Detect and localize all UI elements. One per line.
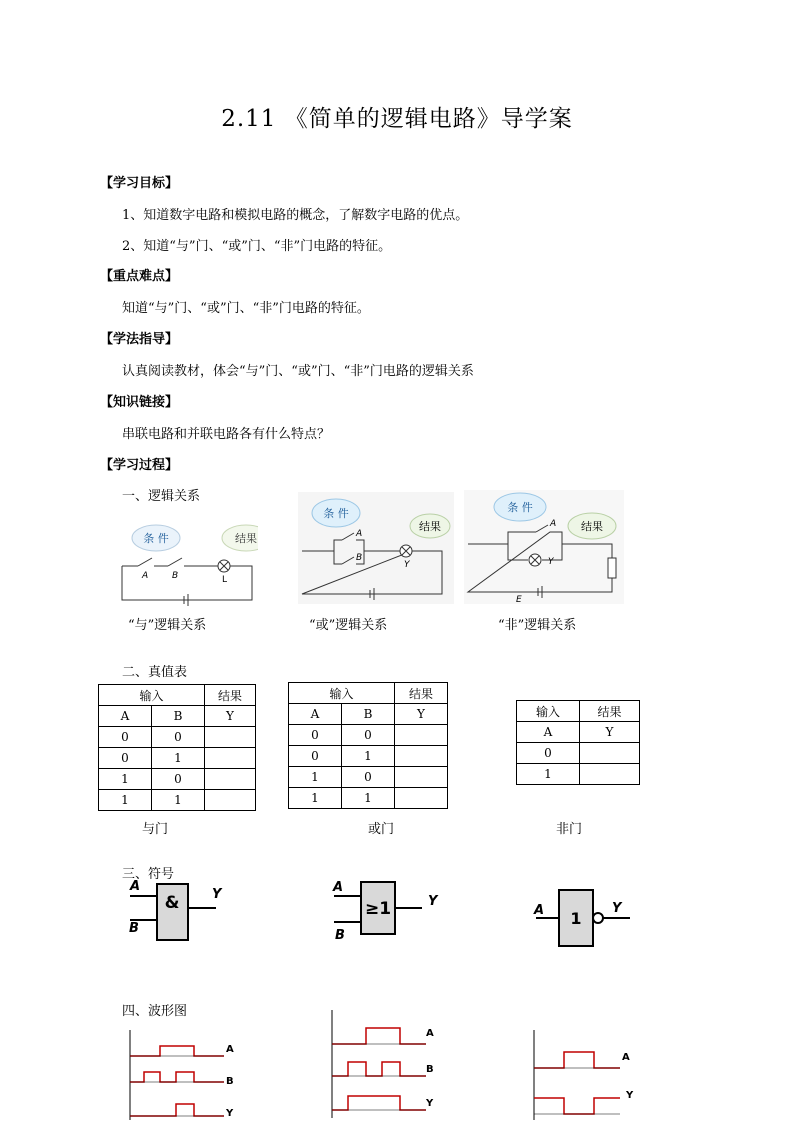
or-waveform [322, 1010, 446, 1118]
table-row: 0 0 [99, 727, 256, 748]
link-text: 串联电路和并联电路各有什么特点？ [122, 427, 331, 442]
svg-text:A: A [622, 1052, 630, 1063]
and-circuit-diagram [118, 520, 258, 610]
svg-text:B: B [226, 1076, 234, 1087]
method-text: 认真阅读教材，体会“与”门、“或”门、“非”门电路的逻辑关系 [122, 364, 474, 379]
and-gate-symbol [126, 878, 236, 948]
or-truth-table: 输入 结果 A B Y 0 0 0 1 1 0 1 1 [288, 682, 448, 809]
or-gate-caption: 或门 [368, 822, 395, 837]
table-row: 0 1 [99, 748, 256, 769]
table-row: 1 0 [289, 767, 448, 788]
link-heading: 【知识链接】 [100, 395, 179, 410]
page-title: 2.11 《简单的逻辑电路》导学案 [221, 106, 573, 132]
process-heading: 【学习过程】 [100, 458, 179, 473]
and-waveform [120, 1026, 244, 1120]
goal-item-2: 2、知道“与”门、“或”门、“非”门电路的特征。 [122, 239, 392, 254]
logic-relation-heading: 一、逻辑关系 [122, 489, 201, 504]
svg-text:条 件: 条 件 [507, 501, 533, 514]
table-row: 1 0 [99, 769, 256, 790]
not-gate-symbol [532, 886, 636, 950]
or-relation-caption: “或”逻辑关系 [309, 618, 388, 633]
svg-text:结果: 结果 [581, 520, 603, 533]
table-row: 0 [517, 743, 640, 764]
svg-text:Y: Y [548, 557, 554, 567]
svg-text:B: B [335, 928, 345, 943]
svg-text:A: A [226, 1044, 234, 1055]
table-row: 0 0 [289, 725, 448, 746]
svg-text:结果: 结果 [419, 520, 441, 533]
svg-text:A: A [534, 903, 545, 918]
goals-heading: 【学习目标】 [100, 176, 179, 191]
method-heading: 【学法指导】 [100, 332, 179, 347]
not-truth-table: 输入 结果 A Y 0 1 [516, 700, 640, 785]
table-row: 1 1 [99, 790, 256, 811]
and-relation-caption: “与”逻辑关系 [128, 618, 207, 633]
waveform-heading: 四、波形图 [122, 1004, 188, 1019]
not-gate-caption: 非门 [556, 822, 583, 837]
table-row: 1 1 [289, 788, 448, 809]
svg-text:A: A [130, 879, 141, 894]
svg-text:Y: Y [426, 1098, 434, 1109]
not-circuit-diagram [464, 490, 624, 604]
svg-text:&: & [164, 893, 180, 913]
svg-text:L: L [222, 575, 228, 585]
svg-text:A: A [426, 1028, 434, 1039]
result-header: 结果 [205, 685, 256, 706]
svg-text:B: B [426, 1064, 434, 1075]
svg-text:≥1: ≥1 [364, 899, 392, 919]
svg-text:Y: Y [626, 1090, 634, 1101]
symbol-heading: 三、符号 [122, 867, 175, 882]
and-gate-caption: 与门 [142, 822, 169, 837]
svg-text:A: A [550, 519, 557, 529]
goal-item-1: 1、知道数字电路和模拟电路的概念，了解数字电路的优点。 [122, 208, 469, 223]
svg-text:Y: Y [212, 887, 222, 902]
table-row: 0 1 [289, 746, 448, 767]
input-header: 输入 [99, 685, 205, 706]
not-waveform [524, 1030, 648, 1120]
table-row: 1 [517, 764, 640, 785]
svg-text:A: A [333, 880, 344, 895]
svg-text:1: 1 [570, 909, 582, 928]
key-text: 知道“与”门、“或”门、“非”门电路的特征。 [122, 301, 370, 316]
key-heading: 【重点难点】 [100, 269, 179, 284]
svg-text:A: A [356, 529, 363, 539]
or-gate-symbol [330, 876, 450, 946]
svg-text:A: A [142, 571, 149, 581]
and-truth-table: 输入 结果 A B Y 0 0 0 1 1 0 1 1 [98, 684, 256, 811]
or-circuit-diagram [298, 492, 454, 604]
svg-text:结果: 结果 [235, 532, 257, 545]
svg-text:Y: Y [428, 894, 438, 909]
svg-text:B: B [356, 553, 363, 563]
svg-text:条 件: 条 件 [143, 532, 169, 545]
svg-text:B: B [172, 571, 179, 581]
svg-text:条 件: 条 件 [323, 507, 349, 520]
not-relation-caption: “非”逻辑关系 [498, 618, 577, 633]
svg-text:Y: Y [404, 560, 410, 570]
svg-text:Y: Y [612, 901, 622, 916]
truth-table-heading: 二、真值表 [122, 665, 188, 680]
svg-text:E: E [516, 595, 522, 604]
svg-text:B: B [129, 921, 139, 936]
svg-text:Y: Y [226, 1108, 234, 1119]
